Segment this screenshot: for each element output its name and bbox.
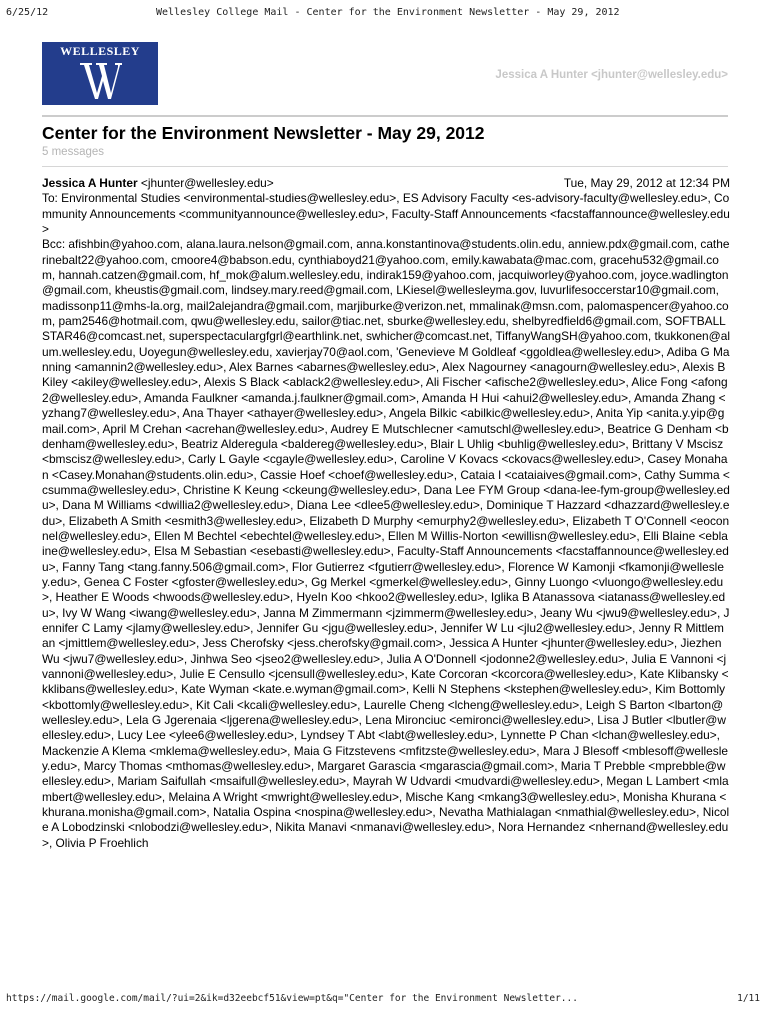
account-email: Jessica A Hunter <jhunter@wellesley.edu>	[495, 69, 728, 81]
sender-name: Jessica A Hunter	[42, 176, 138, 190]
wellesley-w-icon	[78, 59, 122, 103]
bcc-recipients: Bcc: afishbin@yahoo.com, alana.laura.nelson@gmail.com, anna.konstantinova@students.olin.edu, anniew.pdx@gmail.com, catherinebalt22@yahoo.com, cmoore4@babson.edu, cynthiaboyd21@yahoo.com, emily.kawabata@mac.com, gracehu532@gmail.com, hannah.catzen@gmail.com, hf_mok@alum.wellesley.edu, indirak159@yahoo.com, jacquiworley@yahoo.com, joyce.wadlington@gmail.com, kheustis@gmail.com, lindsey.mary.reed@gmail.com, LKiesel@wellesleyma.gov, luvurlifesoccerstar10@gmail.com, madissonp11@mhs-la.org, mail2alejandra@gmail.com, marjiburke@verizon.net, mmalinak@msn.com, palomaspencer@yahoo.com, pam2546@hotmail.com, qwu@wellesley.edu, sailor@tiac.net, sburke@wellesley.edu, shelbyredfield6@gmail.com, SOFTBALLSTAR46@comcast.net, superspectaculargfgrl@earthlink.net, swhicher@comcast.net, TiffanyWangSH@yahoo.com, tkukkonen@alum.wellesley.edu, Uoyegun@wellesley.edu, xavierjay70@aol.com, 'Genevieve M Goldleaf <ggoldlea@wellesley.edu>, Adiba G Manning <amannin2@wellesley.edu>, Alex Barnes <abarnes@wellesley.edu>, Alex Nagourney <anagourn@wellesley.edu>, Alexis B Kiley <akiley@wellesley.edu>, Alexis S Black <ablack2@wellesley.edu>, Ali Fischer <afische2@wellesley.edu>, Alice Fong <afong2@wellesley.edu>, Amanda Faulkner <amanda.j.faulkner@gmail.com>, Amanda H Hui <ahui2@wellesley.edu>, Amanda Zhang <yzhang7@wellesley.edu>, Ana Thayer <athayer@wellesley.edu>, Angela Bilkic <abilkic@wellesley.edu>, Anita Yip <anita.y.yip@gmail.com>, April M Crehan <acrehan@wellesley.edu>, Audrey E Mutschlecner <amutschl@wellesley.edu>, Beatrice G Denham <bdenham@wellesley.edu>, Beatriz Alderegula <baldereg@wellesley.edu>, Blair L Uhlig <buhlig@wellesley.edu>, Brittany V Mscisz <bmscisz@wellesley.edu>, Carly L Gayle <cgayle@wellesley.edu>, Caroline V Kovacs <ckovacs@wellesley.edu>, Casey Monahan <Casey.Monahan@students.olin.edu>, Cassie Hoef <choef@wellesley.edu>, Cataia I <cataiaives@gmail.com>, Cathy Summa <csumma@wellesley.edu>, Christine K Keung <ckeung@wellesley.edu>, Dana Lee FYM Group <dana-lee-fym-group@wellesley.edu>, Dana M Williams <dwillia2@wellesley.edu>, Diana Lee <dlee5@wellesley.edu>, Dominique T Hazzard <dhazzard@wellesley.edu>, Elizabeth A Smith <esmith3@wellesley.edu>, Elizabeth D Murphy <emurphy2@wellesley.edu>, Elizabeth T O'Connell <eoconnel@wellesley.edu>, Ellen M Bechtel <ebechtel@wellesley.edu>, Ellen M Willis-Norton <ewillisn@wellesley.edu>, Elli Blaine <eblaine@wellesley.edu>, Elsa M Sebastian <esebasti@wellesley.edu>, Faculty-Staff Announcements <facstaffannounce@wellesley.edu>, Fanny Tang <tang.fanny.506@gmail.com>, Flor Gutierrez <fgutierr@wellesley.edu>, Florence W Kamonji <fkamonji@wellesley.edu>, Genea C Foster <gfoster@wellesley.edu>, Gg Merkel <gmerkel@wellesley.edu>, Ginny Luongo <vluongo@wellesley.edu>, Heather E Woods <hwoods@wellesley.edu>, HyeIn Koo <hkoo2@wellesley.edu>, Iglika B Atanassova <iatanass@wellesley.edu>, Ivy W Wang <iwang@wellesley.edu>, Janna M Zimmermann <jzimmerm@wellesley.edu>, Jeany Wu <jwu9@wellesley.edu>, Jennifer C Lamy <jlamy@wellesley.edu>, Jennifer Gu <jgu@wellesley.edu>, Jennifer W Lu <jlu2@wellesley.edu>, Jenny R Mittleman <jmittlem@wellesley.edu>, Jess Cherofsky <jess.cherofsky@gmail.com>, Jessica A Hunter <jhunter@wellesley.edu>, Jiezhen Wu <jwu7@wellesley.edu>, Jinhwa Seo <jseo2@wellesley.edu>, Julia A O'Donnell <jodonne2@wellesley.edu>, Julia E Vannoni <jvannoni@wellesley.edu>, Julie E Censullo <jcensull@wellesley.edu>, Kate Corcoran <kcorcora@wellesley.edu>, Kate Klibansky <kklibans@wellesley.edu>, Kate Wyman <kate.e.wyman@gmail.com>, Kelli N Stephens <kstephen@wellesley.edu>, Kim Bottomly <kbottomly@wellesley.edu>, Kit Cali <kcali@wellesley.edu>, Laurelle Cheng <lcheng@wellesley.edu>, Leigh S Barton <lbarton@wellesley.edu>, Lela G Jgerenaia <ljgerena@wellesley.edu>, Lena Mironciuc <emironci@wellesley.edu>, Lisa J Butler <lbutler@wellesley.edu>, Lucy Lee <ylee6@wellesley.edu>, Lyndsey T Abt <labt@wellesley.edu>, Lynnette P Chan <lchan@wellesley.edu>, Mackenzie A Klema <mklema@wellesley.edu>, Maia G Fitzstevens <mfitzste@wellesley.edu>, Mara J Blesoff <mblesoff@wellesley.edu>, Marcy Thomas <mthomas@wellesley.edu>, Margaret Garascia <mgarascia@gmail.com>, Maria T Prebble <mprebble@wellesley.edu>, Mariam Saifullah <msaifull@wellesley.edu>, Mayrah W Udvardi <mudvardi@wellesley.edu>, Megan L Lambert <mlambert@wellesley.edu>, Melaina A Wright <mwright@wellesley.edu>, Mische Kang <mkang3@wellesley.edu>, Monisha Khurana <khurana.monisha@gmail.com>, Natalia Ospina <nospina@wellesley.edu>, Nevatha Mathialagan <nmathial@wellesley.edu>, Nicole A Lobodzinski <nlobodzi@wellesley.edu>, Nikita Manavi <nmanavi@wellesley.edu>, Nora Hernandez <nhernand@wellesley.edu>, Olivia P Froehlich	[42, 237, 730, 850]
print-title: Wellesley College Mail - Center for the Environment Newsletter - May 29, 2012	[156, 7, 620, 18]
header-divider	[42, 115, 728, 117]
wellesley-logo	[42, 42, 158, 105]
sender-email: <jhunter@wellesley.edu>	[140, 176, 274, 190]
print-date: 6/25/12	[6, 7, 49, 18]
message-divider	[42, 166, 728, 167]
message-date: Tue, May 29, 2012 at 12:34 PM	[563, 176, 730, 190]
page-number: 1/11	[737, 993, 760, 1004]
print-header	[0, 0, 770, 24]
message	[42, 176, 730, 851]
thread-subject: Center for the Environment Newsletter - May 29, 2012	[42, 123, 485, 143]
to-recipients: To: Environmental Studies <environmental-studies@wellesley.edu>, ES Advisory Faculty <es-advisory-faculty@wellesley.edu>, Community Announcements <communityannounce@wellesley.edu>, Faculty-Staff Announcements <facstaffannounce@wellesley.edu>	[42, 191, 730, 237]
message-count: 5 messages	[42, 146, 105, 158]
logo-text: WELLESLEY	[60, 44, 140, 58]
message-header	[42, 176, 730, 191]
print-footer	[0, 993, 770, 1013]
print-url: https://mail.google.com/mail/?ui=2&ik=d32eebcf51&view=pt&q="Center for the Environment Newsletter...	[6, 993, 578, 1004]
